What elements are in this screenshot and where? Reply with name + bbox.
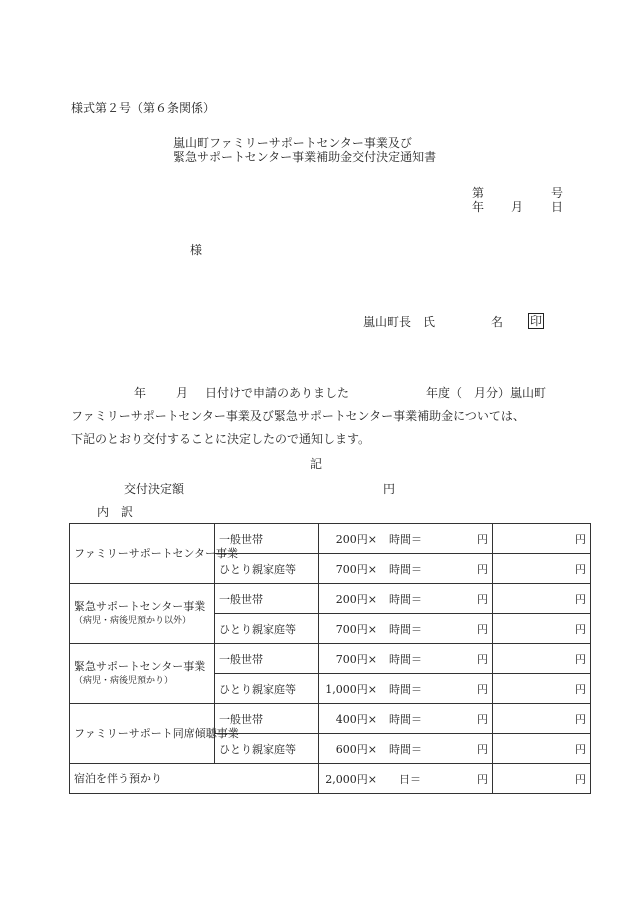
subtype-cell: ひとり親家庭等 bbox=[215, 554, 319, 584]
rate-cell: 200円× 時間＝ 円 bbox=[319, 524, 493, 554]
rate-cell: 700円× 時間＝ 円 bbox=[319, 554, 493, 584]
category-cell: ファミリーサポート同席傾聴事業 bbox=[70, 704, 215, 764]
category-cell: ファミリーサポートセンター事業 bbox=[70, 524, 215, 584]
table-row bbox=[70, 764, 591, 794]
body-line1-middle: 日付けで申請のありました bbox=[205, 386, 350, 400]
ref-go: 号 bbox=[551, 186, 564, 200]
total-cell: 円 bbox=[493, 584, 591, 614]
subtype-cell: ひとり親家庭等 bbox=[215, 614, 319, 644]
total-cell: 円 bbox=[493, 524, 591, 554]
subtype-cell: 一般世帯 bbox=[215, 644, 319, 674]
subtype-cell: 一般世帯 bbox=[215, 584, 319, 614]
rate-cell: 600円× 時間＝ 円 bbox=[319, 734, 493, 764]
ref-dai: 第 bbox=[472, 186, 485, 200]
breakdown-label: 内 訳 bbox=[97, 505, 134, 519]
title-line-1: 嵐山町ファミリーサポートセンター事業及び bbox=[173, 136, 412, 150]
body-line-3: 下記のとおり交付することに決定したので通知します。 bbox=[71, 432, 371, 446]
subtype-cell: ひとり親家庭等 bbox=[215, 674, 319, 704]
addressee-suffix: 様 bbox=[190, 243, 203, 257]
body-line1-end: 年度（ 月分）嵐山町 bbox=[426, 386, 547, 400]
category-note: （病児・病後児預かり以外） bbox=[74, 615, 192, 626]
sender-title: 嵐山町長 氏 bbox=[363, 315, 436, 329]
rate-cell: 1,000円× 時間＝ 円 bbox=[319, 674, 493, 704]
title-line-2: 緊急サポートセンター事業補助金交付決定通知書 bbox=[173, 150, 437, 164]
date-year: 年 bbox=[472, 200, 485, 214]
table-row bbox=[70, 704, 591, 734]
sender-name-label: 名 bbox=[491, 315, 504, 329]
amount-unit: 円 bbox=[383, 482, 396, 496]
total-cell: 円 bbox=[493, 644, 591, 674]
total-cell: 円 bbox=[493, 614, 591, 644]
category-note: （病児・病後児預かり） bbox=[74, 675, 174, 686]
rate-cell: 400円× 時間＝ 円 bbox=[319, 704, 493, 734]
total-cell: 円 bbox=[493, 764, 591, 794]
rate-cell: 700円× 時間＝ 円 bbox=[319, 614, 493, 644]
table-row bbox=[70, 644, 591, 674]
rate-cell: 2,000円× 日＝ 円 bbox=[319, 764, 493, 794]
rate-cell: 200円× 時間＝ 円 bbox=[319, 584, 493, 614]
rate-cell: 700円× 時間＝ 円 bbox=[319, 644, 493, 674]
amount-label: 交付決定額 bbox=[124, 482, 185, 496]
category-cell: 宿泊を伴う預かり bbox=[70, 764, 319, 794]
total-cell: 円 bbox=[493, 734, 591, 764]
total-cell: 円 bbox=[493, 704, 591, 734]
subtype-cell: 一般世帯 bbox=[215, 524, 319, 554]
date-month: 月 bbox=[511, 200, 524, 214]
table-row bbox=[70, 524, 591, 554]
table-row bbox=[70, 584, 591, 614]
seal-mark: 印 bbox=[530, 314, 543, 328]
subtype-cell: ひとり親家庭等 bbox=[215, 734, 319, 764]
form-number: 様式第２号（第６条関係） bbox=[71, 101, 216, 115]
body-line-2: ファミリーサポートセンター事業及び緊急サポートセンター事業補助金については、 bbox=[71, 409, 525, 423]
subtype-cell: 一般世帯 bbox=[215, 704, 319, 734]
category-cell: 緊急サポートセンター事業 （病児・病後児預かり以外） bbox=[70, 584, 215, 644]
total-cell: 円 bbox=[493, 554, 591, 584]
body-month: 月 bbox=[176, 386, 189, 400]
category-cell: 緊急サポートセンター事業 （病児・病後児預かり） bbox=[70, 644, 215, 704]
body-year: 年 bbox=[134, 386, 147, 400]
ki-heading: 記 bbox=[310, 457, 323, 471]
total-cell: 円 bbox=[493, 674, 591, 704]
breakdown-table bbox=[69, 523, 591, 794]
date-day: 日 bbox=[551, 200, 564, 214]
